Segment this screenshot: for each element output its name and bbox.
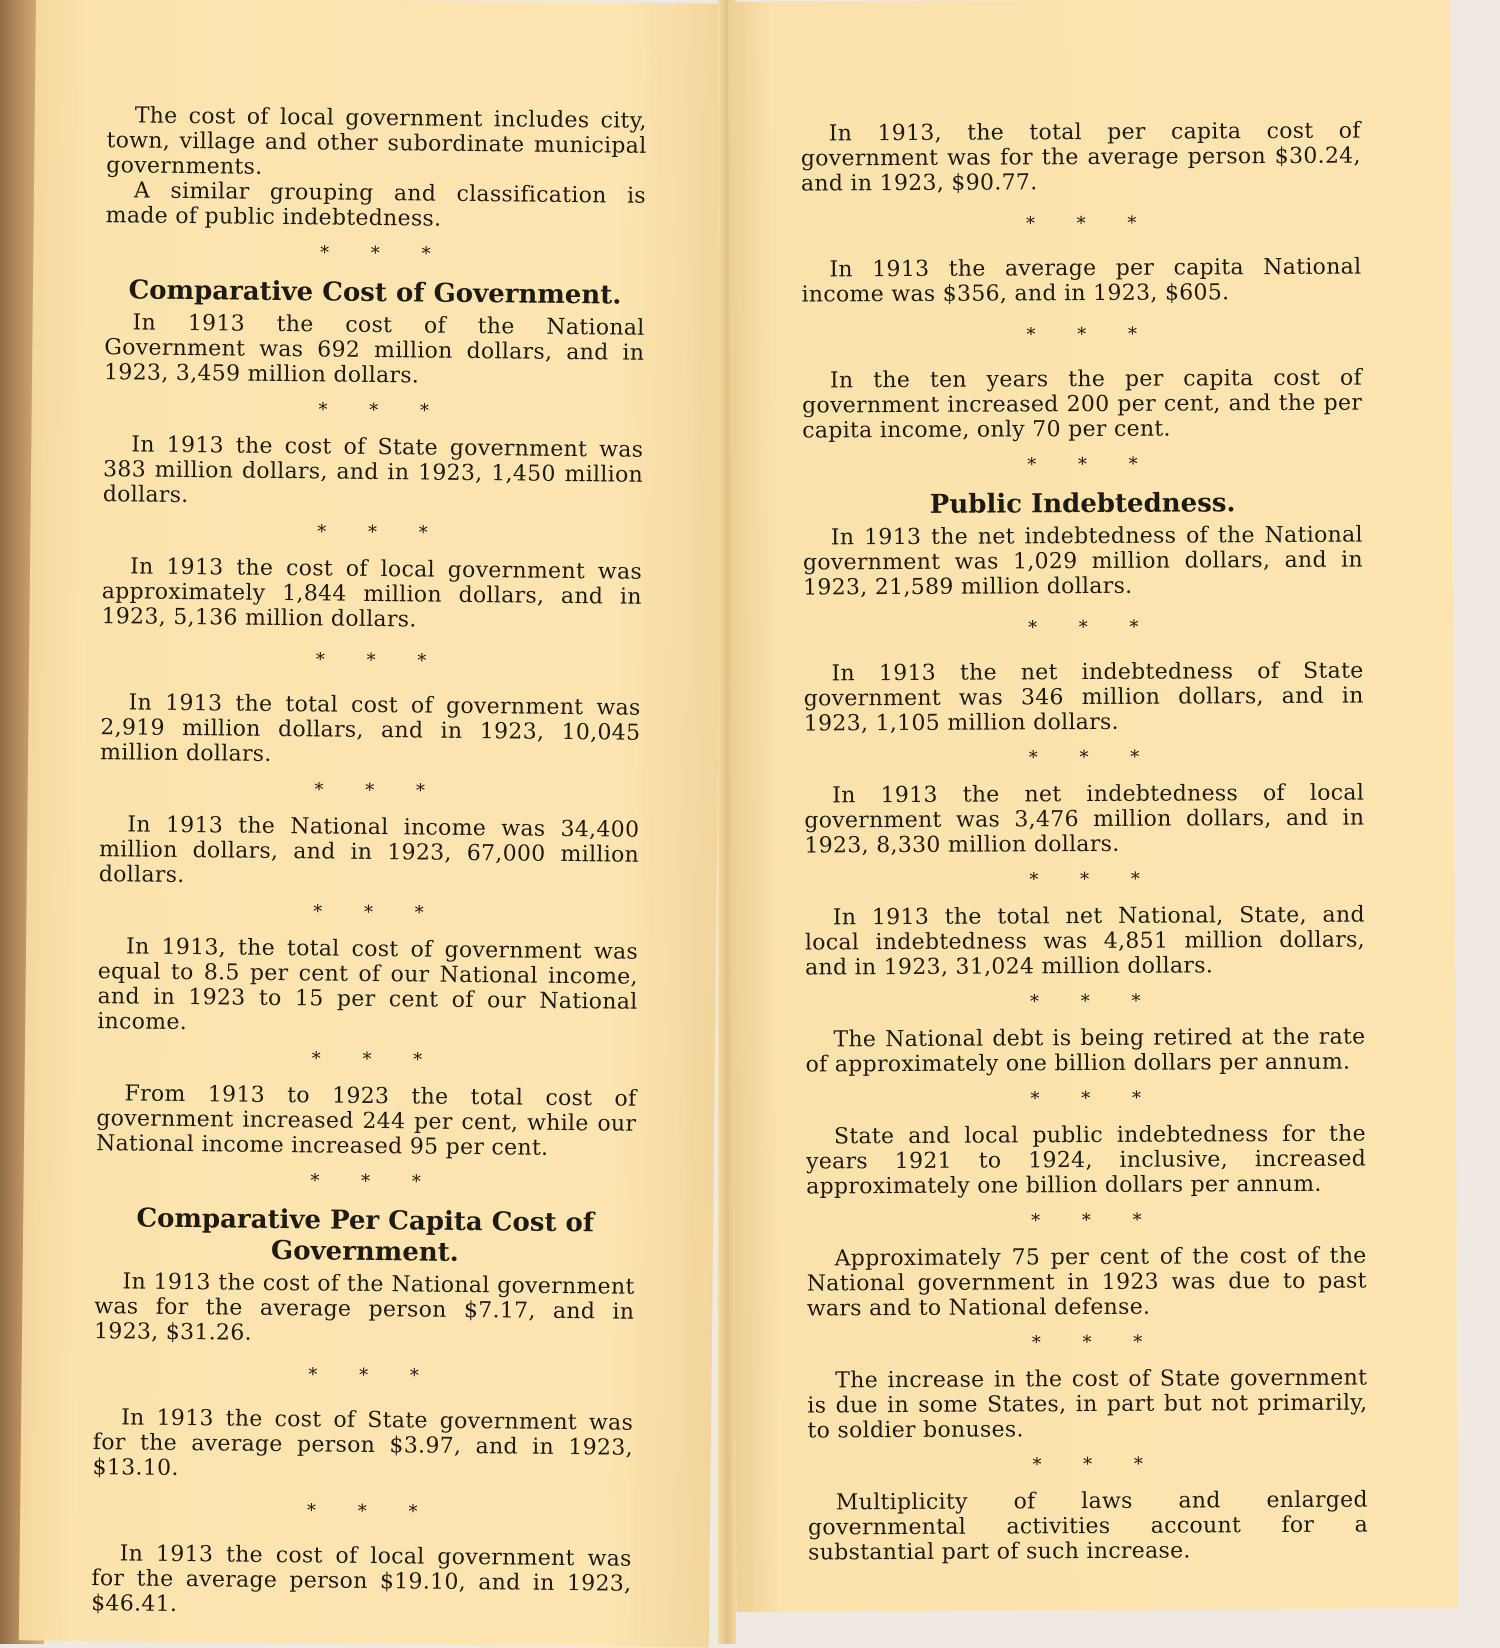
section-separator: * * * [314, 779, 444, 802]
heading-comparative-cost: Comparative Cost of Government. [128, 275, 622, 311]
section-separator: * * * [1025, 212, 1155, 235]
debt-paragraph: Approximately 75 per cent of the cost of the National government in 1923 was due to past wars and to National defense. [806, 1243, 1367, 1322]
cost-paragraph: In 1913 the cost of the National Government was 692 million dollars, and in 1923, 3,459 million dollars. [103, 310, 645, 389]
section-separator: * * * [1026, 323, 1156, 346]
section-separator: * * * [306, 1500, 436, 1523]
section-separator: * * * [1031, 1331, 1161, 1354]
section-separator: * * * [1027, 453, 1156, 476]
section-separator: * * * [1032, 1453, 1161, 1476]
debt-paragraph: The increase in the cost of State government is due in some States, in part but not primarily, to soldier bonuses. [807, 1365, 1368, 1444]
section-separator: * * * [315, 649, 445, 672]
debt-paragraph: In 1913 the total net National, State, and local indebtedness was 4,851 million dollars, and in 1923, 31,024 million dollars. [804, 902, 1365, 981]
section-separator: * * * [313, 901, 442, 924]
debt-paragraph: The National debt is being retired at the rate of approximately one billion dollars per annum. [805, 1024, 1366, 1078]
per-capita-paragraph: In 1913 the cost of State government was for the average person $3.97, and in 1923, $13.10. [92, 1405, 634, 1481]
section-separator: * * * [1029, 990, 1159, 1013]
section-separator: * * * [318, 399, 448, 422]
heading-per-capita [95, 1203, 636, 1271]
heading-per-capita-line-2: Government. [270, 1235, 459, 1268]
section-separator: * * * [1027, 616, 1157, 639]
cost-paragraph: In 1913 the National income was 34,400 million dollars, and in 1923, 67,000 million dollars. [98, 812, 640, 888]
section-separator: * * * [308, 1364, 437, 1387]
left-page [19, 0, 726, 1648]
section-separator: * * * [320, 242, 449, 265]
section-separator: * * * [1029, 868, 1158, 891]
section-separator: * * * [1028, 746, 1158, 769]
per-capita-paragraph: In the ten years the per capita cost of government increased 200 per cent, and the per capita income, only 70 per cent. [802, 365, 1363, 444]
debt-paragraph: State and local public indebtedness for the years 1921 to 1924, inclusive, increased approximately one billion dollars per annum. [806, 1121, 1367, 1200]
heading-public-indebtedness: Public Indebtedness. [929, 488, 1236, 520]
heading-per-capita-line-1: Comparative Per Capita Cost of [136, 1203, 595, 1239]
section-separator: * * * [311, 1048, 441, 1071]
section-separator: * * * [1030, 1087, 1160, 1110]
per-capita-paragraph: In 1913, the total per capita cost of government was for the average person $30.24, and in 1923, $90.77. [800, 118, 1361, 197]
debt-paragraph: In 1913 the net indebtedness of State government was 346 million dollars, and in 1923, 1,105 million dollars. [803, 658, 1364, 737]
per-capita-paragraph: In 1913 the cost of local government was for the average person $19.10, and in 1923, $46.41. [91, 1541, 632, 1617]
per-capita-paragraph: In 1913 the average per capita National income was $356, and in 1923, $605. [801, 254, 1362, 308]
debt-paragraph: In 1913 the net indebtedness of the National government was 1,029 million dollars, and in 1923, 21,589 million dollars. [802, 522, 1364, 601]
section-separator: * * * [317, 521, 446, 544]
intro-paragraph: The cost of local government includes city, town, village and other subordinate municipal governments. [106, 103, 647, 180]
intro-paragraph: A similar grouping and classification is made of public indebtedness. [105, 178, 647, 232]
cost-paragraph: In 1913 the cost of local government was approximately 1,844 million dollars, and in 1923, 5,136 million dollars. [101, 554, 643, 633]
section-separator: * * * [1031, 1209, 1160, 1232]
right-page [728, 0, 1458, 1612]
cost-paragraph: In 1913 the total cost of government was 2,919 million dollars, and in 1923, 10,045 million dollars. [99, 690, 641, 767]
cost-paragraph: From 1913 to 1923 the total cost of government increased 244 per cent, while our National income increased 95 per cent. [95, 1081, 637, 1161]
cost-paragraph: In 1913, the total cost of government was equal to 8.5 per cent of our National income, and in 1923 to 15 per cent of our National income. [97, 934, 639, 1036]
debt-paragraph: Multiplicity of laws and enlarged governmental activities account for a substantial part of such increase. [807, 1487, 1369, 1566]
per-capita-paragraph: In 1913 the cost of the National government was for the average person $7.17, and in 1923, $31.26. [93, 1269, 635, 1346]
debt-paragraph: In 1913 the net indebtedness of local government was 3,476 million dollars, and in 1923, 8,330 million dollars. [804, 780, 1365, 859]
cost-paragraph: In 1913 the cost of State government was 383 million dollars, and in 1923, 1,450 million dollars. [102, 432, 644, 509]
section-separator: * * * [310, 1170, 439, 1193]
